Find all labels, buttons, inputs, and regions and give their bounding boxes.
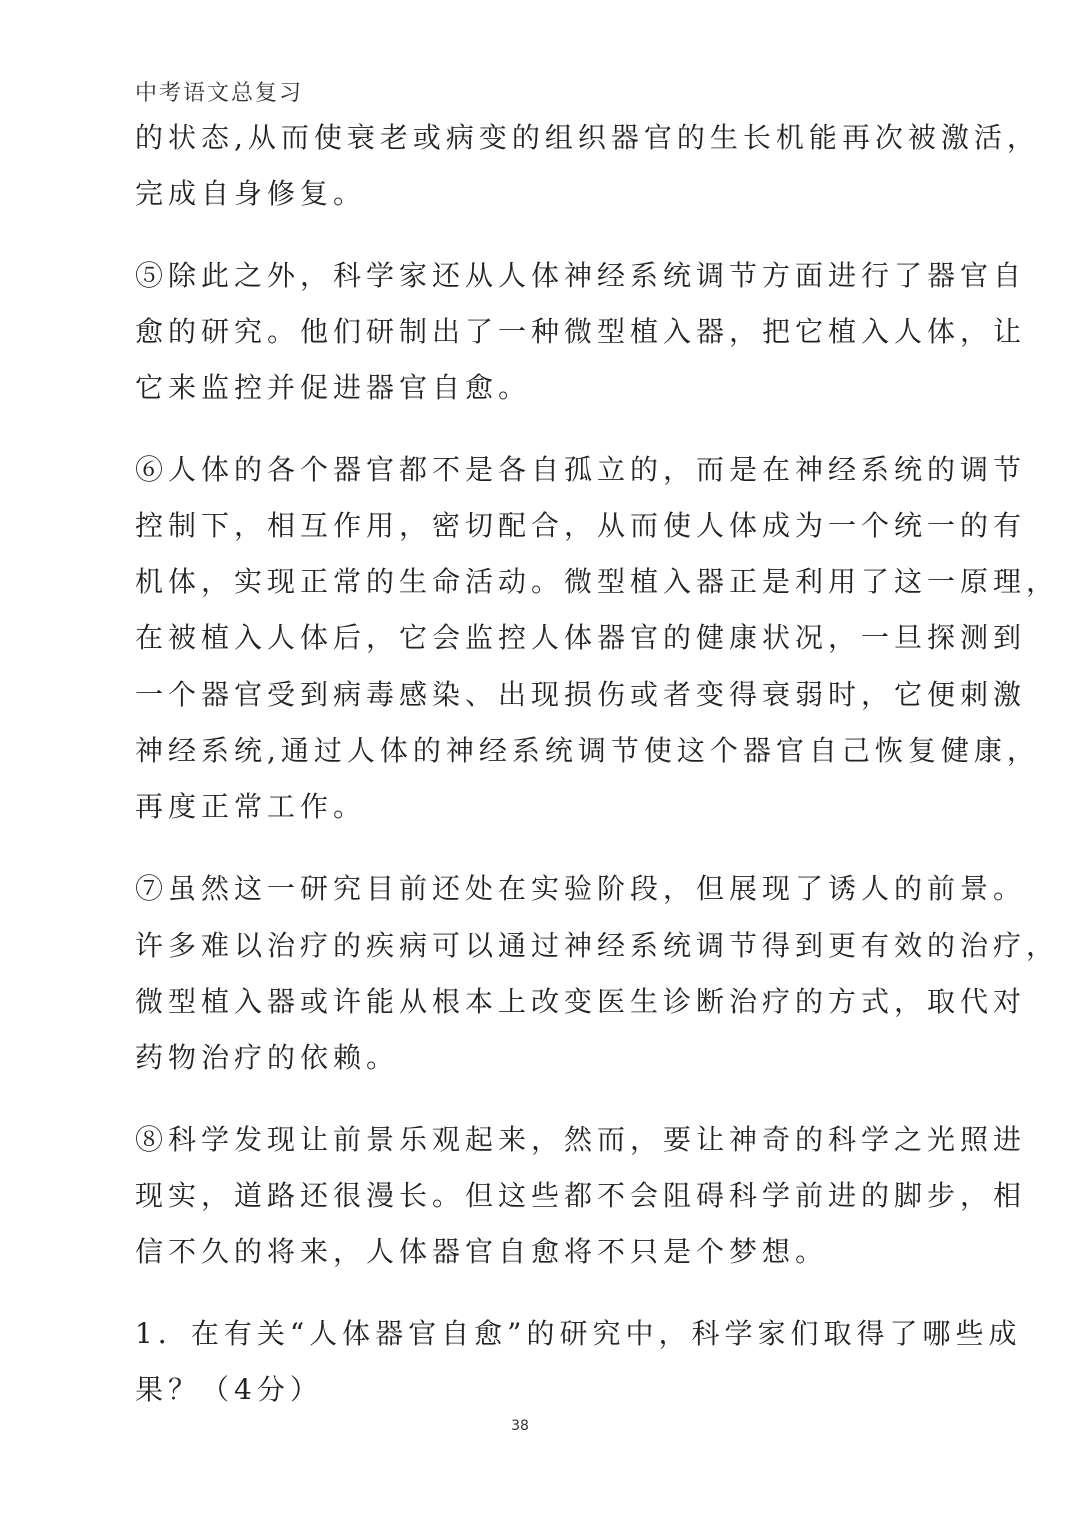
text-line: 机体，实现正常的生命活动。微型植入器正是利用了这一原理，	[135, 565, 1060, 598]
text-line: 的状态,从而使衰老或病变的组织器官的生长机能再次被激活，	[135, 121, 1040, 154]
text-line: 微型植入器或许能从根本上改变医生诊断治疗的方式，取代对	[135, 985, 1027, 1018]
text-line: ⑤除此之外，科学家还从人体神经系统调节方面进行了器官自	[135, 259, 1027, 292]
text-line: 在被植入人体后，它会监控人体器官的健康状况，一旦探测到	[135, 621, 1027, 654]
text-line: ⑦虽然这一研究目前还处在实验阶段，但展现了诱人的前景。	[135, 872, 1027, 905]
text-line: 现实，道路还很漫长。但这些都不会阻碍科学前进的脚步，相	[135, 1179, 1027, 1212]
text-line: 神经系统,通过人体的神经系统调节使这个器官自己恢复健康，	[135, 734, 1040, 767]
page-number: 38	[511, 1418, 529, 1434]
text-line: 许多难以治疗的疾病可以通过神经系统调节得到更有效的治疗，	[135, 929, 1060, 962]
text-line: 一个器官受到病毒感染、出现损伤或者变得衰弱时，它便刺激	[135, 678, 1027, 711]
text-line: 完成自身修复。	[135, 177, 367, 210]
text-line: ⑧科学发现让前景乐观起来，然而，要让神奇的科学之光照进	[135, 1123, 1027, 1156]
text-line: 它来监控并促进器官自愈。	[135, 371, 532, 404]
text-line: 信不久的将来，人体器官自愈将不只是个梦想。	[135, 1235, 829, 1268]
text-line: 药物治疗的依赖。	[135, 1041, 400, 1074]
text-line: 愈的研究。他们研制出了一种微型植入器，把它植入人体，让	[135, 315, 1027, 348]
text-line: ⑥人体的各个器官都不是各自孤立的，而是在神经系统的调节	[135, 453, 1027, 486]
question-line: 1．在有关“人体器官自愈”的研究中，科学家们取得了哪些成	[135, 1317, 1022, 1350]
text-line: 控制下，相互作用，密切配合，从而使人体成为一个统一的有	[135, 509, 1027, 542]
running-header: 中考语文总复习	[135, 81, 304, 106]
question-line: 果？（4分）	[135, 1373, 323, 1406]
text-line: 再度正常工作。	[135, 790, 367, 823]
